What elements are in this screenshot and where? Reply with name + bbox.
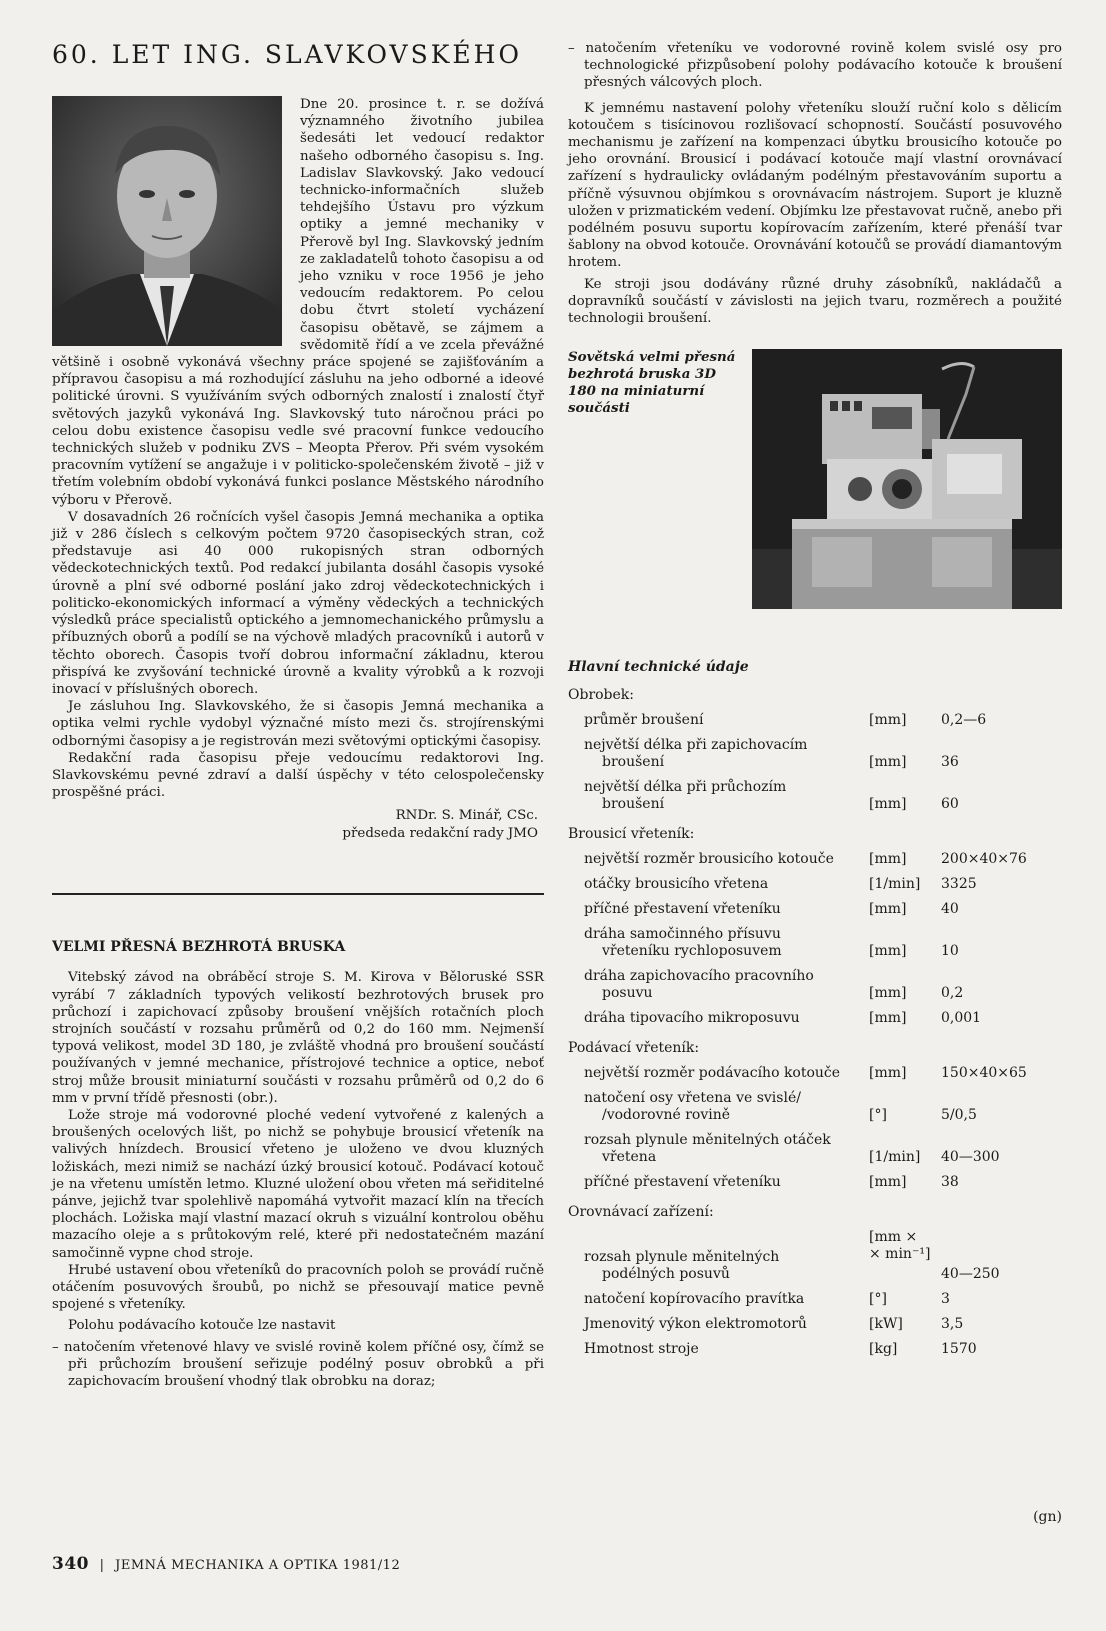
- machine-figure: [568, 349, 1062, 619]
- spec-label-line-2: vřeteníku rychloposuvem: [602, 943, 782, 960]
- spec-unit: [869, 965, 941, 1007]
- section-divider: [52, 893, 544, 895]
- spec-label-line-1: největší délka při průchozím: [584, 779, 787, 796]
- spec-label-line-1: otáčky brousicího vřetena: [584, 876, 769, 893]
- spec-label-line-1: dráha tipovacího mikroposuvu: [584, 1010, 800, 1027]
- specs-table: [568, 687, 1062, 1363]
- spec-unit: [869, 1313, 941, 1338]
- spec-row: [568, 1338, 1062, 1363]
- spec-label: [568, 1288, 869, 1313]
- spec-value: 3,5: [941, 1316, 964, 1333]
- spec-label-line-2: posuvu: [602, 985, 653, 1002]
- machine-photo: [752, 349, 1062, 609]
- spec-unit-line-1: [mm]: [869, 943, 907, 960]
- spec-unit-line-1: [mm]: [869, 1174, 907, 1191]
- spec-row: [568, 1313, 1062, 1338]
- spec-group-table: [568, 848, 1062, 1032]
- page-title: 60. LET ING. SLAVKOVSKÉHO: [52, 40, 522, 69]
- spec-unit-line-1: [°]: [869, 1291, 887, 1308]
- spec-label: [568, 898, 869, 923]
- spec-value: 10: [941, 943, 959, 960]
- spec-label: [568, 1007, 869, 1032]
- spec-value: 3: [941, 1291, 950, 1308]
- article-bullet-2: – natočením vřeteníku ve vodorovné rovině kolem svislé osy pro technologické přizpůsobení polohy podávacího kotouče k broušení přesných válcových ploch.: [568, 41, 1062, 91]
- spec-value: 200×40×76: [941, 851, 1027, 868]
- spec-label: [568, 1338, 869, 1363]
- spec-label: [568, 734, 869, 776]
- spec-row: [568, 734, 1062, 776]
- spec-row: [568, 1171, 1062, 1196]
- page-footer: [52, 1554, 400, 1574]
- spec-unit-line-1: [kW]: [869, 1316, 903, 1333]
- spec-unit: [869, 848, 941, 873]
- spec-label: [568, 965, 869, 1007]
- spec-label-line-1: průměr broušení: [584, 712, 704, 729]
- spec-value: 38: [941, 1174, 959, 1191]
- article-paragraph-1: Vitebský závod na obráběcí stroje S. M. Kirova v Běloruské SSR vyrábí 7 základních typových velikostí bezhrotových brusek pro průchozí i zapichovací způsoby broušení vnějších rotačních ploch strojních součástí v rozsahu průměrů od 0,2 do 160 mm. Nejmenší typová velikost, model 3D 180, je zvláště vhodná pro broušení součástí používaných v jemné mechanice, přístrojové technice a optice, neboť stroj může brousit miniaturní součásti v rozsahu průměrů od 0,2 do 6 mm v první třídě přesnosti (obr.).: [52, 970, 544, 1106]
- spec-unit-line-1: [mm]: [869, 712, 907, 729]
- spec-label-line-2: broušení: [602, 754, 665, 771]
- spec-value: 40—300: [941, 1149, 1000, 1166]
- spec-label-line-2: /vodorovné rovině: [602, 1107, 731, 1124]
- spec-unit-line-1: [mm ×: [869, 1229, 918, 1246]
- spec-unit-line-1: [mm]: [869, 1065, 907, 1082]
- footer-separator: |: [99, 1558, 105, 1573]
- jubilee-intro: Dne 20. prosince t. r. se dožívá významného životního jubilea šedesáti let vedoucí redaktor našeho odborného časopisu s. Ing. Ladislav Slavkovský. Jako vedoucí technicko-informačních služeb tehdejšího Ústavu pro výzkum optiky a jemné mechaniky v Přerově byl Ing. Slavkovský jedním ze zakladatelů tohoto časopisu a od jeho vzniku v roce 1956 je jeho vedoucím redaktorem. Po celou dobu čtvrt století vycházení časopisu obětavě, se zájmem a svědomitě řídí a ve zcela převážné většině i osobně vykonává všechny práce spojené se zajišťováním a přípravou časopisu a má rozhodující zásluhu na jeho odborné a ideové politické úrovni. S využíváním svých odborných znalostí i znalostí čtyř světových jazyků vykonává Ing. Slavkovský tuto náročnou práci po celou dobu existence časopisu vedle své pracovní funkce vedoucího technických služeb v podniku ZVS – Meopta Přerov. Při svém vysokém pracovním vytížení se angažuje i v politicko-společenském životě – již v třetím volebním období vykonává funkci poslance Městského národního výboru v Přerově.: [52, 97, 544, 508]
- spec-extra-table: [568, 1313, 1062, 1363]
- portrait-photo: [52, 96, 282, 346]
- spec-unit: [869, 776, 941, 818]
- spec-value: 3325: [941, 876, 977, 893]
- spec-row: [568, 1226, 1062, 1288]
- jubilee-paragraph-4: Redakční rada časopisu přeje vedoucímu redaktorovi Ing. Slavkovskému pevné zdraví a další úspěchy v této celospolečensky prospěšné práci.: [52, 750, 544, 801]
- figure-caption: Sovětská velmi přesná bezhrotá bruska 3D 180 na miniaturní součásti: [568, 349, 736, 417]
- article-title: VELMI PŘESNÁ BEZHROTÁ BRUSKA: [52, 939, 346, 956]
- spec-group-table: [568, 1062, 1062, 1196]
- spec-row: [568, 709, 1062, 734]
- spec-unit: [869, 1171, 941, 1196]
- signature-name: RNDr. S. Minář, CSc.: [395, 808, 538, 824]
- signature-role: předseda redakční rady JMO: [342, 826, 538, 842]
- spec-unit-line-1: [mm]: [869, 901, 907, 918]
- spec-row: [568, 898, 1062, 923]
- spec-value: 5/0,5: [941, 1107, 977, 1124]
- spec-row: [568, 1062, 1062, 1087]
- spec-label-line-2: vřetena: [602, 1149, 657, 1166]
- spec-value: 0,2—6: [941, 712, 987, 729]
- spec-label: [568, 709, 869, 734]
- spec-label-line-1: největší délka při zapichovacím: [584, 737, 808, 754]
- spec-unit: [869, 1007, 941, 1032]
- article-paragraph-5: K jemnému nastavení polohy vřeteníku slouží ruční kolo s dělicím kotoučem s tisícinovou rozlišovací schopností. Součástí posuvového mechanismu je zařízení na kompenzaci úbytku brousicího kotouče po jeho orovnání. Brousicí i podávací kotouče mají vlastní orovnávací zařízení s hydraulicky ovládaným podélným přestavováním suportu a příčně výsuvnou objímkou s orovnávacím nástrojem. Suport je kluzně uložen v prizmatickém vedení. Objímku lze přestavovat ručně, anebo při podélném posuvu suportu kopírovacím zařízením, které přenáší tvar šablony na obvod kotouče. Orovnávání kotoučů se provádí diamantovým hrotem.: [568, 100, 1062, 271]
- spec-unit-line-1: [1/min]: [869, 876, 921, 893]
- article-paragraph-3: Hrubé ustavení obou vřeteníků do pracovních poloh se provádí ručně otáčením posuvových šroubů, po nichž se přesouvají matice pevně spojené s vřeteníky.: [52, 1262, 544, 1313]
- spec-label-line-1: největší rozměr podávacího kotouče: [584, 1065, 841, 1082]
- spec-unit: [869, 1062, 941, 1087]
- spec-unit: [869, 1288, 941, 1313]
- spec-value: 1570: [941, 1341, 977, 1358]
- spec-label-line-1: největší rozměr brousicího kotouče: [584, 851, 834, 868]
- spec-unit: [869, 898, 941, 923]
- journal-name: JEMNÁ MECHANIKA A OPTIKA 1981/12: [115, 1558, 401, 1573]
- spec-label-line-1: natočení kopírovacího pravítka: [584, 1291, 805, 1308]
- spec-group-title: Brousicí vřeteník:: [568, 826, 695, 843]
- spec-unit-line-1: [1/min]: [869, 1149, 921, 1166]
- spec-unit: [869, 1129, 941, 1171]
- spec-unit: [869, 1226, 941, 1288]
- spec-unit: [869, 1087, 941, 1129]
- right-column: [568, 40, 1062, 1363]
- spec-label-line-1: příčné přestavení vřeteníku: [584, 901, 781, 918]
- spec-unit-line-1: [°]: [869, 1107, 887, 1124]
- spec-value: 0,001: [941, 1010, 982, 1027]
- spec-label-line-1: dráha samočinného přísuvu: [584, 926, 781, 943]
- left-column: [52, 40, 544, 1390]
- spec-unit-line-1: [mm]: [869, 796, 907, 813]
- spec-value: 60: [941, 796, 959, 813]
- jubilee-paragraph-3: Je zásluhou Ing. Slavkovského, že si časopis Jemná mechanika a optika velmi rychle vydobyl význačné místo mezi čs. strojírenskými odbornými časopisy a je registrován mezi světovými optickými časopisy.: [52, 699, 544, 749]
- spec-label: [568, 1171, 869, 1196]
- spec-label: [568, 873, 869, 898]
- spec-row: [568, 965, 1062, 1007]
- spec-label-line-1: Hmotnost stroje: [584, 1341, 699, 1358]
- jubilee-paragraph-2: V dosavadních 26 ročnících vyšel časopis Jemná mechanika a optika již v 286 číslech s celkovým počtem 9720 časopiseckých stran, což představuje asi 40 000 rukopisných stran odborných vědeckotechnických textů. Pod redakcí jubilanta dosáhl časopis vysoké úrovně a plní své odborné poslání jako zdroj vědeckotechnických i politicko-ekonomických informací a výměny vědeckých a technických výsledků práce specialistů optického a jemnomechanického průmyslu a příbuzných oborů a podílí se na výchově mladých pracovníků i autorů v těchto oborech. Časopis tvoří dobrou informační základnu, kterou přispívá ke zvyšování technické úrovně a kvality výrobků a k rozvoji inovací v příslušných oborech.: [52, 509, 544, 697]
- spec-value: 40—250: [941, 1266, 1000, 1283]
- spec-unit-line-1: [mm]: [869, 754, 907, 771]
- spec-unit-line-1: [mm]: [869, 985, 907, 1002]
- spec-unit: [869, 923, 941, 965]
- author-initials: (gn): [1033, 1509, 1062, 1525]
- spec-label: [568, 848, 869, 873]
- spec-label-line-1: dráha zapichovacího pracovního: [584, 968, 814, 985]
- spec-value: 36: [941, 754, 959, 771]
- spec-label-line-1: natočení osy vřetena ve svislé/: [584, 1090, 801, 1107]
- spec-group-title: Obrobek:: [568, 687, 635, 704]
- spec-label-line-1: rozsah plynule měnitelných otáček: [584, 1132, 831, 1149]
- article-paragraph-6: Ke stroji jsou dodávány různé druhy zásobníků, nakládačů a dopravníků součástí v závislosti na jejich tvaru, rozměrech a použité technologii broušení.: [568, 276, 1062, 327]
- spec-group-title: Podávací vřeteník:: [568, 1040, 700, 1057]
- spec-unit-line-2: × min⁻¹]: [869, 1246, 931, 1263]
- spec-label-line-2: broušení: [602, 796, 665, 813]
- page-number: 340: [52, 1554, 89, 1574]
- spec-value: 40: [941, 901, 959, 918]
- article-bullet-1: – natočením vřetenové hlavy ve svislé rovině kolem příčné osy, čímž se při průchozím broušení seřizuje podélný posuv obrobků a při zapichovacím broušení vhodný tlak obrobku na doraz;: [52, 1339, 544, 1389]
- spec-value: 0,2: [941, 985, 964, 1002]
- spec-row: [568, 923, 1062, 965]
- spec-label-line-1: Jmenovitý výkon elektromotorů: [584, 1316, 807, 1333]
- spec-group-table: [568, 1226, 1062, 1313]
- spec-row: [568, 873, 1062, 898]
- spec-row: [568, 848, 1062, 873]
- spec-label: [568, 923, 869, 965]
- spec-unit: [869, 734, 941, 776]
- spec-label: [568, 776, 869, 818]
- spec-unit-line-1: [kg]: [869, 1341, 898, 1358]
- spec-label: [568, 1129, 869, 1171]
- spec-row: [568, 1288, 1062, 1313]
- spec-group-title: Orovnávací zařízení:: [568, 1204, 714, 1221]
- article-paragraph-2: Lože stroje má vodorovné ploché vedení vytvořené z kalených a broušených ocelových lišt, po nichž se pohybuje brousicí vřeteník na valivých hnízdech. Brousicí vřeteno je uloženo ve dvou kluzných ložiskách, mezi nimiž se nachází úzký brousicí kotouč. Podávací kotouč je na vřetenu umístěn letmo. Kluzné uložení obou vřeten má seřiditelné pánve, jejichž tvar spolehlivě napomáhá vytvořit mazací klín na třecích plochách. Ložiska mají vlastní mazací okruh s vizuální kontrolou oběhu mazacího oleje a s průtokovým relé, které při nedostatečném mazání samočinně vypne chod stroje.: [52, 1107, 544, 1261]
- spec-unit: [869, 709, 941, 734]
- spec-unit-line-1: [mm]: [869, 1010, 907, 1027]
- spec-unit-line-1: [mm]: [869, 851, 907, 868]
- spec-label-line-1: příčné přestavení vřeteníku: [584, 1174, 781, 1191]
- spec-label: [568, 1062, 869, 1087]
- spec-label-line-1: rozsah plynule měnitelných: [584, 1249, 780, 1266]
- spec-unit: [869, 1338, 941, 1363]
- spec-group-table: [568, 709, 1062, 818]
- spec-row: [568, 1007, 1062, 1032]
- article-paragraph-4: Polohu podávacího kotouče lze nastavit: [68, 1318, 336, 1334]
- spec-label: [568, 1087, 869, 1129]
- spec-label: [568, 1313, 869, 1338]
- spec-value: 150×40×65: [941, 1065, 1027, 1082]
- spec-label-line-2: podélných posuvů: [602, 1266, 730, 1283]
- spec-row: [568, 776, 1062, 818]
- spec-row: [568, 1087, 1062, 1129]
- specs-title: Hlavní technické údaje: [568, 659, 749, 676]
- spec-unit: [869, 873, 941, 898]
- spec-label: [568, 1226, 869, 1288]
- spec-row: [568, 1129, 1062, 1171]
